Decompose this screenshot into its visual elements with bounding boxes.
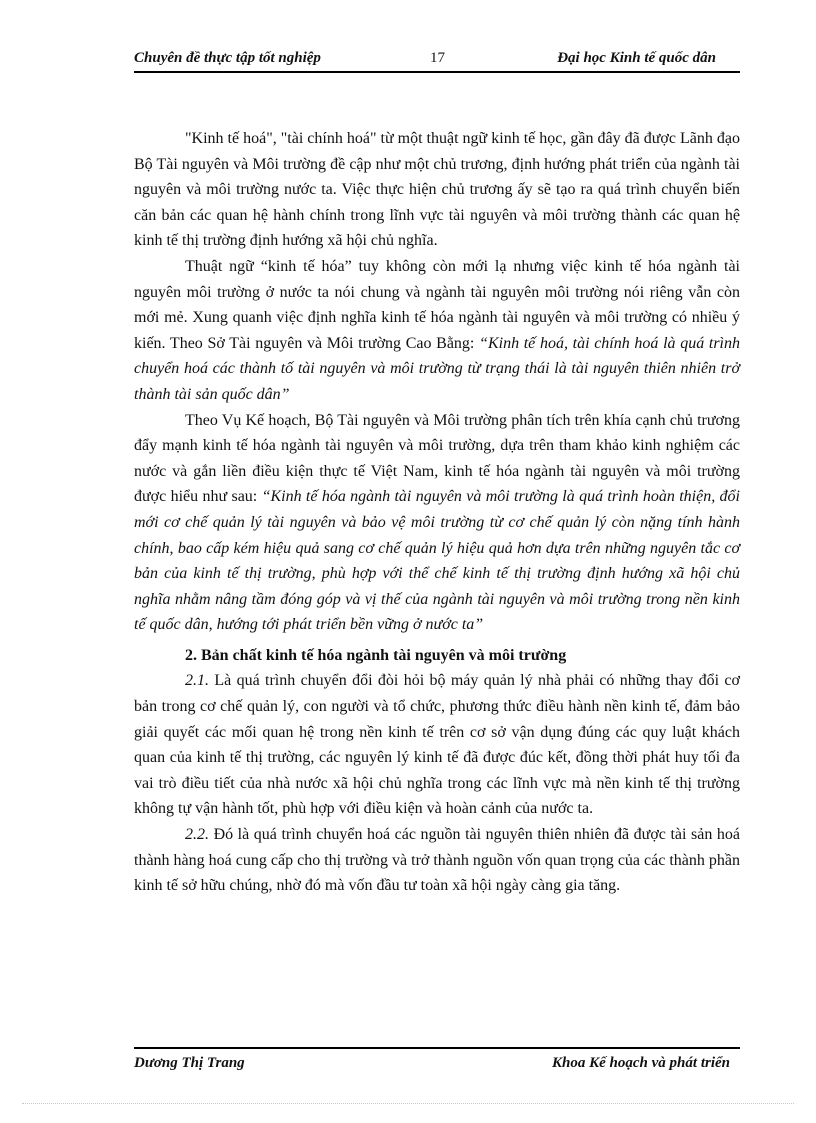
header-title: Chuyên đề thực tập tốt nghiệp [134,50,321,66]
section-heading: 2. Bản chất kinh tế hóa ngành tài nguyên và môi trường [185,646,567,664]
document-body [134,126,740,899]
footer-department: Khoa Kế hoạch và phát triển [552,1055,730,1071]
paragraph-1: "Kinh tế hoá", "tài chính hoá" từ một thuật ngữ kinh tế học, gần đây đã được Lãnh đạo Bộ Tài nguyên và Môi trường đề cập như một chủ trương, định hướng phát triển của ngành tài nguyên và môi trường nước ta. Việc thực hiện chủ trương ấy sẽ tạo ra quá trình chuyển biến căn bản các quan hệ hành chính trong lĩnh vực tài nguyên và môi trường thành các quan hệ kinh tế thị trường định hướng xã hội chủ nghĩa. [134,130,740,250]
paragraph-2-text: Thuật ngữ “kinh tế hóa” tuy không còn mới lạ nhưng việc kinh tế hóa ngành tài nguyên môi trường ở nước ta nói chung và ngành tài nguyên môi trường nói riêng vẫn còn mới mẻ. Xung quanh việc định nghĩa kinh tế hóa ngành tài nguyên và môi trường có nhiều ý kiến. Theo Sở Tài nguyên và Môi trường Cao Bằng: [134,257,740,352]
page-footer [134,1055,740,1077]
paragraph-4-number: 2.1. [185,672,209,690]
footer-author: Dương Thị Trang [134,1055,245,1071]
paragraph-2-quote: “Kinh tế hoá, tài chính hoá là quá trình chuyển hoá các thành tố tài nguyên và môi trường từ trạng thái là tài nguyên thiên nhiên trở thành tài sản quốc dân” [134,334,741,403]
paragraph-3-quote: “Kinh tế hóa ngành tài nguyên và môi trường là quá trình hoàn thiện, đổi mới cơ chế quản lý tài nguyên và bảo vệ môi trường từ cơ chế quản lý còn nặng tính hành chính, bao cấp kém hiệu quả sang cơ chế quản lý hiệu quả hơn dựa trên những nguyên tắc cơ bản của kinh tế thị trường, phù hợp với thể chế kinh tế thị trường định hướng xã hội chủ nghĩa nhằm nâng tầm đóng góp và vị thế của ngành tài nguyên và môi trường trong nền kinh tế quốc dân, hướng tới phát triển bền vững ở nước ta” [134,488,740,634]
page-edge-line [22,1103,794,1104]
paragraph-3-text: Theo Vụ Kế hoạch, Bộ Tài nguyên và Môi trường phân tích trên khía cạnh chủ trương đẩy mạnh kinh tế hóa ngành tài nguyên và môi trường, dựa trên tham khảo kinh nghiệm các nước và gắn liền điều kiện thực tế Việt Nam, kinh tế hóa ngành tài nguyên và môi trường được hiểu như sau: [134,411,740,506]
footer-divider [134,1047,740,1049]
paragraph-4 [134,668,740,822]
paragraph-5 [134,822,740,899]
page-header [134,48,740,70]
paragraph-5-text: Đó là quá trình chuyển hoá các nguồn tài nguyên thiên nhiên đã được tài sản hoá thành hàng hoá cung cấp cho thị trường và trở thành nguồn vốn quan trọng của các thành phần kinh tế sở hữu chúng, nhờ đó mà vốn đầu tư toàn xã hội ngày càng gia tăng. [134,826,740,895]
page-number: 17 [430,50,445,66]
header-divider [134,71,740,73]
header-institution: Đại học Kinh tế quốc dân [557,50,716,66]
paragraph-4-text: Là quá trình chuyển đổi đòi hỏi bộ máy quản lý nhà phải có những thay đổi cơ bản trong cơ chế quản lý, con người và tổ chức, phương thức điều hành nền kinh tế, đảm bảo giải quyết các mối quan hệ trong nền kinh tế trên cơ sở vận dụng đúng các quy luật khách quan của kinh tế thị trường, các nguyên lý kinh tế đã được đúc kết, đồng thời phát huy tối đa vai trò điều tiết của nhà nước xã hội chủ nghĩa trong các lĩnh vực mà nền kinh tế thị trường không tự vận hành tốt, phù hợp với điều kiện và hoàn cảnh của nước ta. [134,672,740,818]
paragraph-2 [134,254,740,408]
paragraph-3 [134,408,740,638]
paragraph-5-number: 2.2. [185,826,209,844]
